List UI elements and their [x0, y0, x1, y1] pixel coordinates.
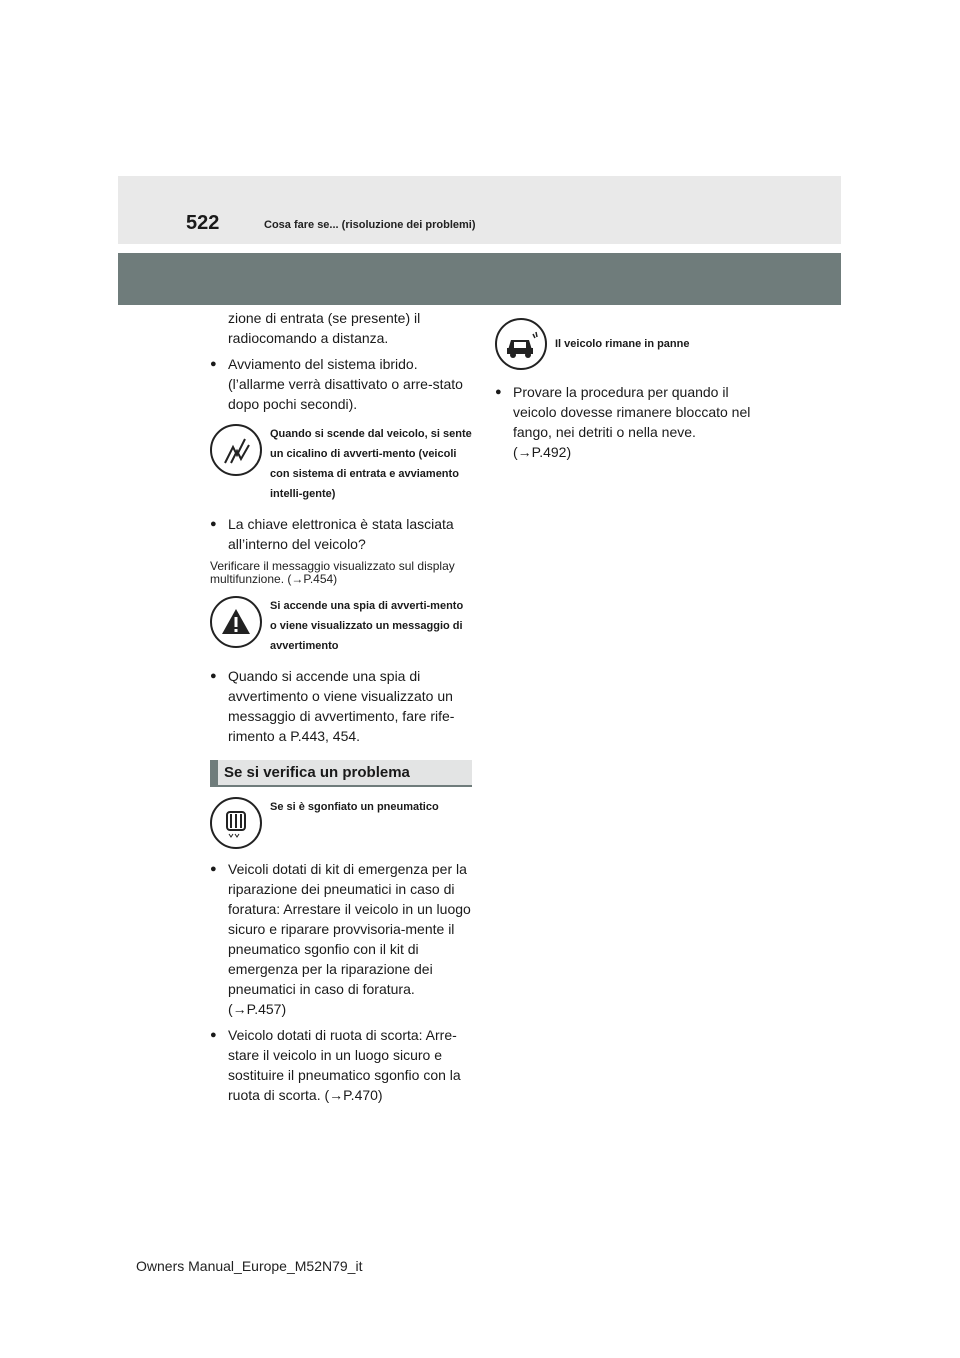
- chapter-title: Cosa fare se... (risoluzione dei problemi): [264, 219, 476, 231]
- stuck-caption: Il veicolo rimane in panne: [555, 338, 690, 350]
- page-number: 522: [186, 212, 220, 234]
- stuck-car-icon: [495, 318, 547, 370]
- buzzer-caption: Quando si scende dal veicolo, si sente un cicalino di avverti-mento (veicoli con sistema di entrata e avviamento intelli-gente): [270, 428, 472, 500]
- left-column: [210, 308, 472, 1111]
- section-heading: Se si verifica un problema: [210, 760, 472, 787]
- buzzer-row: [210, 424, 472, 504]
- warning-row: [210, 596, 472, 656]
- note-key: Verificare il messaggio visualizzato sul display multifunzione. (→P.454): [210, 559, 455, 586]
- tire-row: [210, 797, 472, 849]
- bullet-hybrid: ● Avviamento del sistema ibrido. (l’allarme verrà disattivato o arre-stato dopo pochi secondi).: [210, 354, 472, 414]
- bullet-key: ● La chiave elettronica è stata lasciata all’interno del veicolo?: [210, 514, 472, 554]
- header-band: [118, 176, 841, 244]
- right-column: [495, 318, 757, 468]
- warning-caption: Si accende una spia di avverti-mento o viene visualizzato un messaggio di avvertimento: [270, 600, 464, 652]
- tire-caption: Se si è sgonfiato un pneumatico: [270, 801, 439, 813]
- flat-tire-icon: [210, 797, 262, 849]
- buzzer-icon: [210, 424, 262, 476]
- bullet-kit: ● Veicoli dotati di kit di emergenza per la riparazione dei pneumatici in caso di foratura: Arrestare il veicolo in un luogo sicuro e riparare provvisoria-mente il pneumatico sgonfio con il kit di emergenza per la riparazione dei pneumatici in caso di foratura. (→P.457): [210, 859, 472, 1019]
- title-band: [118, 253, 841, 305]
- warning-icon: [210, 596, 262, 648]
- bullet-stuck: ● Provare la procedura per quando il veicolo dovesse rimanere bloccato nel fango, nei detriti o nella neve. (→P.492): [495, 382, 757, 462]
- intro-text: zione di entrata (se presente) il radiocomando a distanza.: [228, 310, 421, 346]
- bullet-spare: ● Veicolo dotati di ruota di scorta: Arre-stare il veicolo in un luogo sicuro e sostituire il pneumatico sgonfio con la ruota di scorta. (→P.470): [210, 1025, 472, 1105]
- footer-text: Owners Manual_Europe_M52N79_it: [136, 1258, 363, 1274]
- stuck-row: [495, 318, 757, 370]
- bullet-warning: ● Quando si accende una spia di avvertimento o viene visualizzato un messaggio di avvertimento, fare rife-rimento a P.443, 454.: [210, 666, 472, 746]
